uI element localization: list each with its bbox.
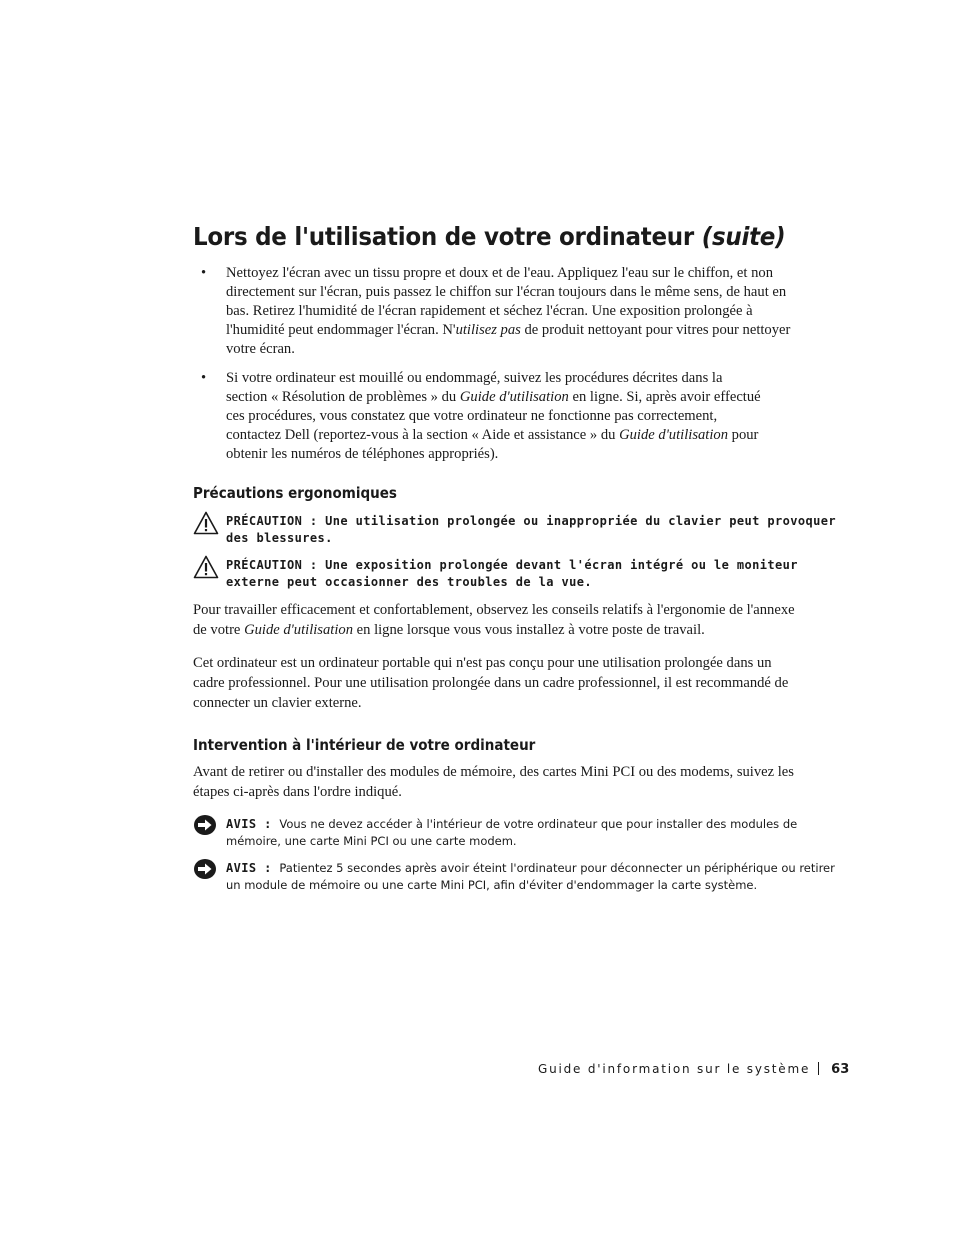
list-item [193,369,803,464]
portable-paragraph: Cet ordinateur est un ordinateur portable qui n'est pas conçu pour une utilisation prolongée dans un cadre professionnel. Pour une utilisation prolongée dans un cadre professionnel, il est recommandé de connecter un clavier externe. [193,655,789,711]
notice-label: AVIS : [226,817,280,831]
notice-access [193,816,836,850]
bullet-emphasis: utilisez pas [455,322,521,338]
warning-triangle-icon [193,511,219,540]
bullet-marker: • [201,265,207,281]
page-title [193,222,837,251]
bullet-emphasis: Guide d'utilisation [619,427,729,443]
paragraph-text: en ligne lorsque vous vous installez à votre poste de travail. [353,622,705,638]
page-title-suite: (suite) [701,222,786,251]
footer-divider [818,1062,819,1075]
caution-text: PRÉCAUTION : Une exposition prolongée devant l'écran intégré ou le moniteur externe peut occasionner des troubles de la vue. [226,558,798,589]
notice-text: Patientez 5 secondes après avoir éteint l'ordinateur pour déconnecter un périphérique ou retirer un module de mémoire ou une carte Mini PCI, afin d'éviter d'endommager la carte système. [226,861,835,892]
list-item [193,264,803,359]
bullet-text: pour obtenir les numéros de téléphones appropriés). [226,427,759,462]
bullet-text: de produit nettoyant pour vitres pour nettoyer votre écran. [226,322,791,357]
paragraph-emphasis: Guide d'utilisation [244,622,353,638]
notice-wait [193,860,836,894]
section-heading-intervention: Intervention à l'intérieur de votre ordinateur [193,736,536,754]
bullet-emphasis: Guide d'utilisation [459,389,569,405]
page-title-main: Lors de l'utilisation de votre ordinateur [193,222,702,251]
intervention-paragraph: Avant de retirer ou d'installer des modules de mémoire, des cartes Mini PCI ou des modems, suivez les étapes ci-après dans l'ordre indiqué. [193,764,794,800]
notice-text: Vous ne devez accéder à l'intérieur de votre ordinateur que pour installer des modules de mémoire, une carte Mini PCI ou une carte modem. [226,817,798,848]
section-heading-ergonomics: Précautions ergonomiques [193,484,397,502]
notice-arrow-icon [193,814,217,841]
cleaning-bullet-list [193,264,803,474]
bullet-marker: • [201,370,207,386]
paragraph-text: Pour travailler efficacement et confortablement, observez les conseils relatifs à l'ergonomie de l'annexe de votre [193,602,795,638]
page-number: 63 [831,1062,850,1077]
bullet-text: en ligne. Si, après avoir effectué ces procédures, vous constatez que votre ordinateur ne fonctionne pas correctement, contactez Dell (reportez-vous à la section « Aide et assistance » du [226,389,761,443]
footer-guide-title: Guide d'information sur le système [538,1062,811,1076]
caution-text: PRÉCAUTION : Une utilisation prolongée ou inappropriée du clavier peut provoquer des blessures. [226,514,836,545]
warning-triangle-icon [193,555,219,584]
page-footer [538,1062,849,1077]
caution-screen [193,557,836,591]
caution-keyboard [193,513,836,547]
ergonomics-paragraph [193,600,808,640]
bullet-text: Si votre ordinateur est mouillé ou endommagé, suivez les procédures décrites dans la section « Résolution de problèmes » du [226,370,723,405]
notice-label: AVIS : [226,861,280,875]
bullet-text: Nettoyez l'écran avec un tissu propre et doux et de l'eau. Appliquez l'eau sur le chiffon, et non directement sur l'écran, puis passez le chiffon sur l'écran toujours dans le même sens, de haut en bas. Retirez l'humidité de l'écran rapidement et séchez l'écran. Une exposition prolongée à l'humidité peut endommager l'écran. N' [226,265,787,338]
notice-arrow-icon [193,858,217,885]
